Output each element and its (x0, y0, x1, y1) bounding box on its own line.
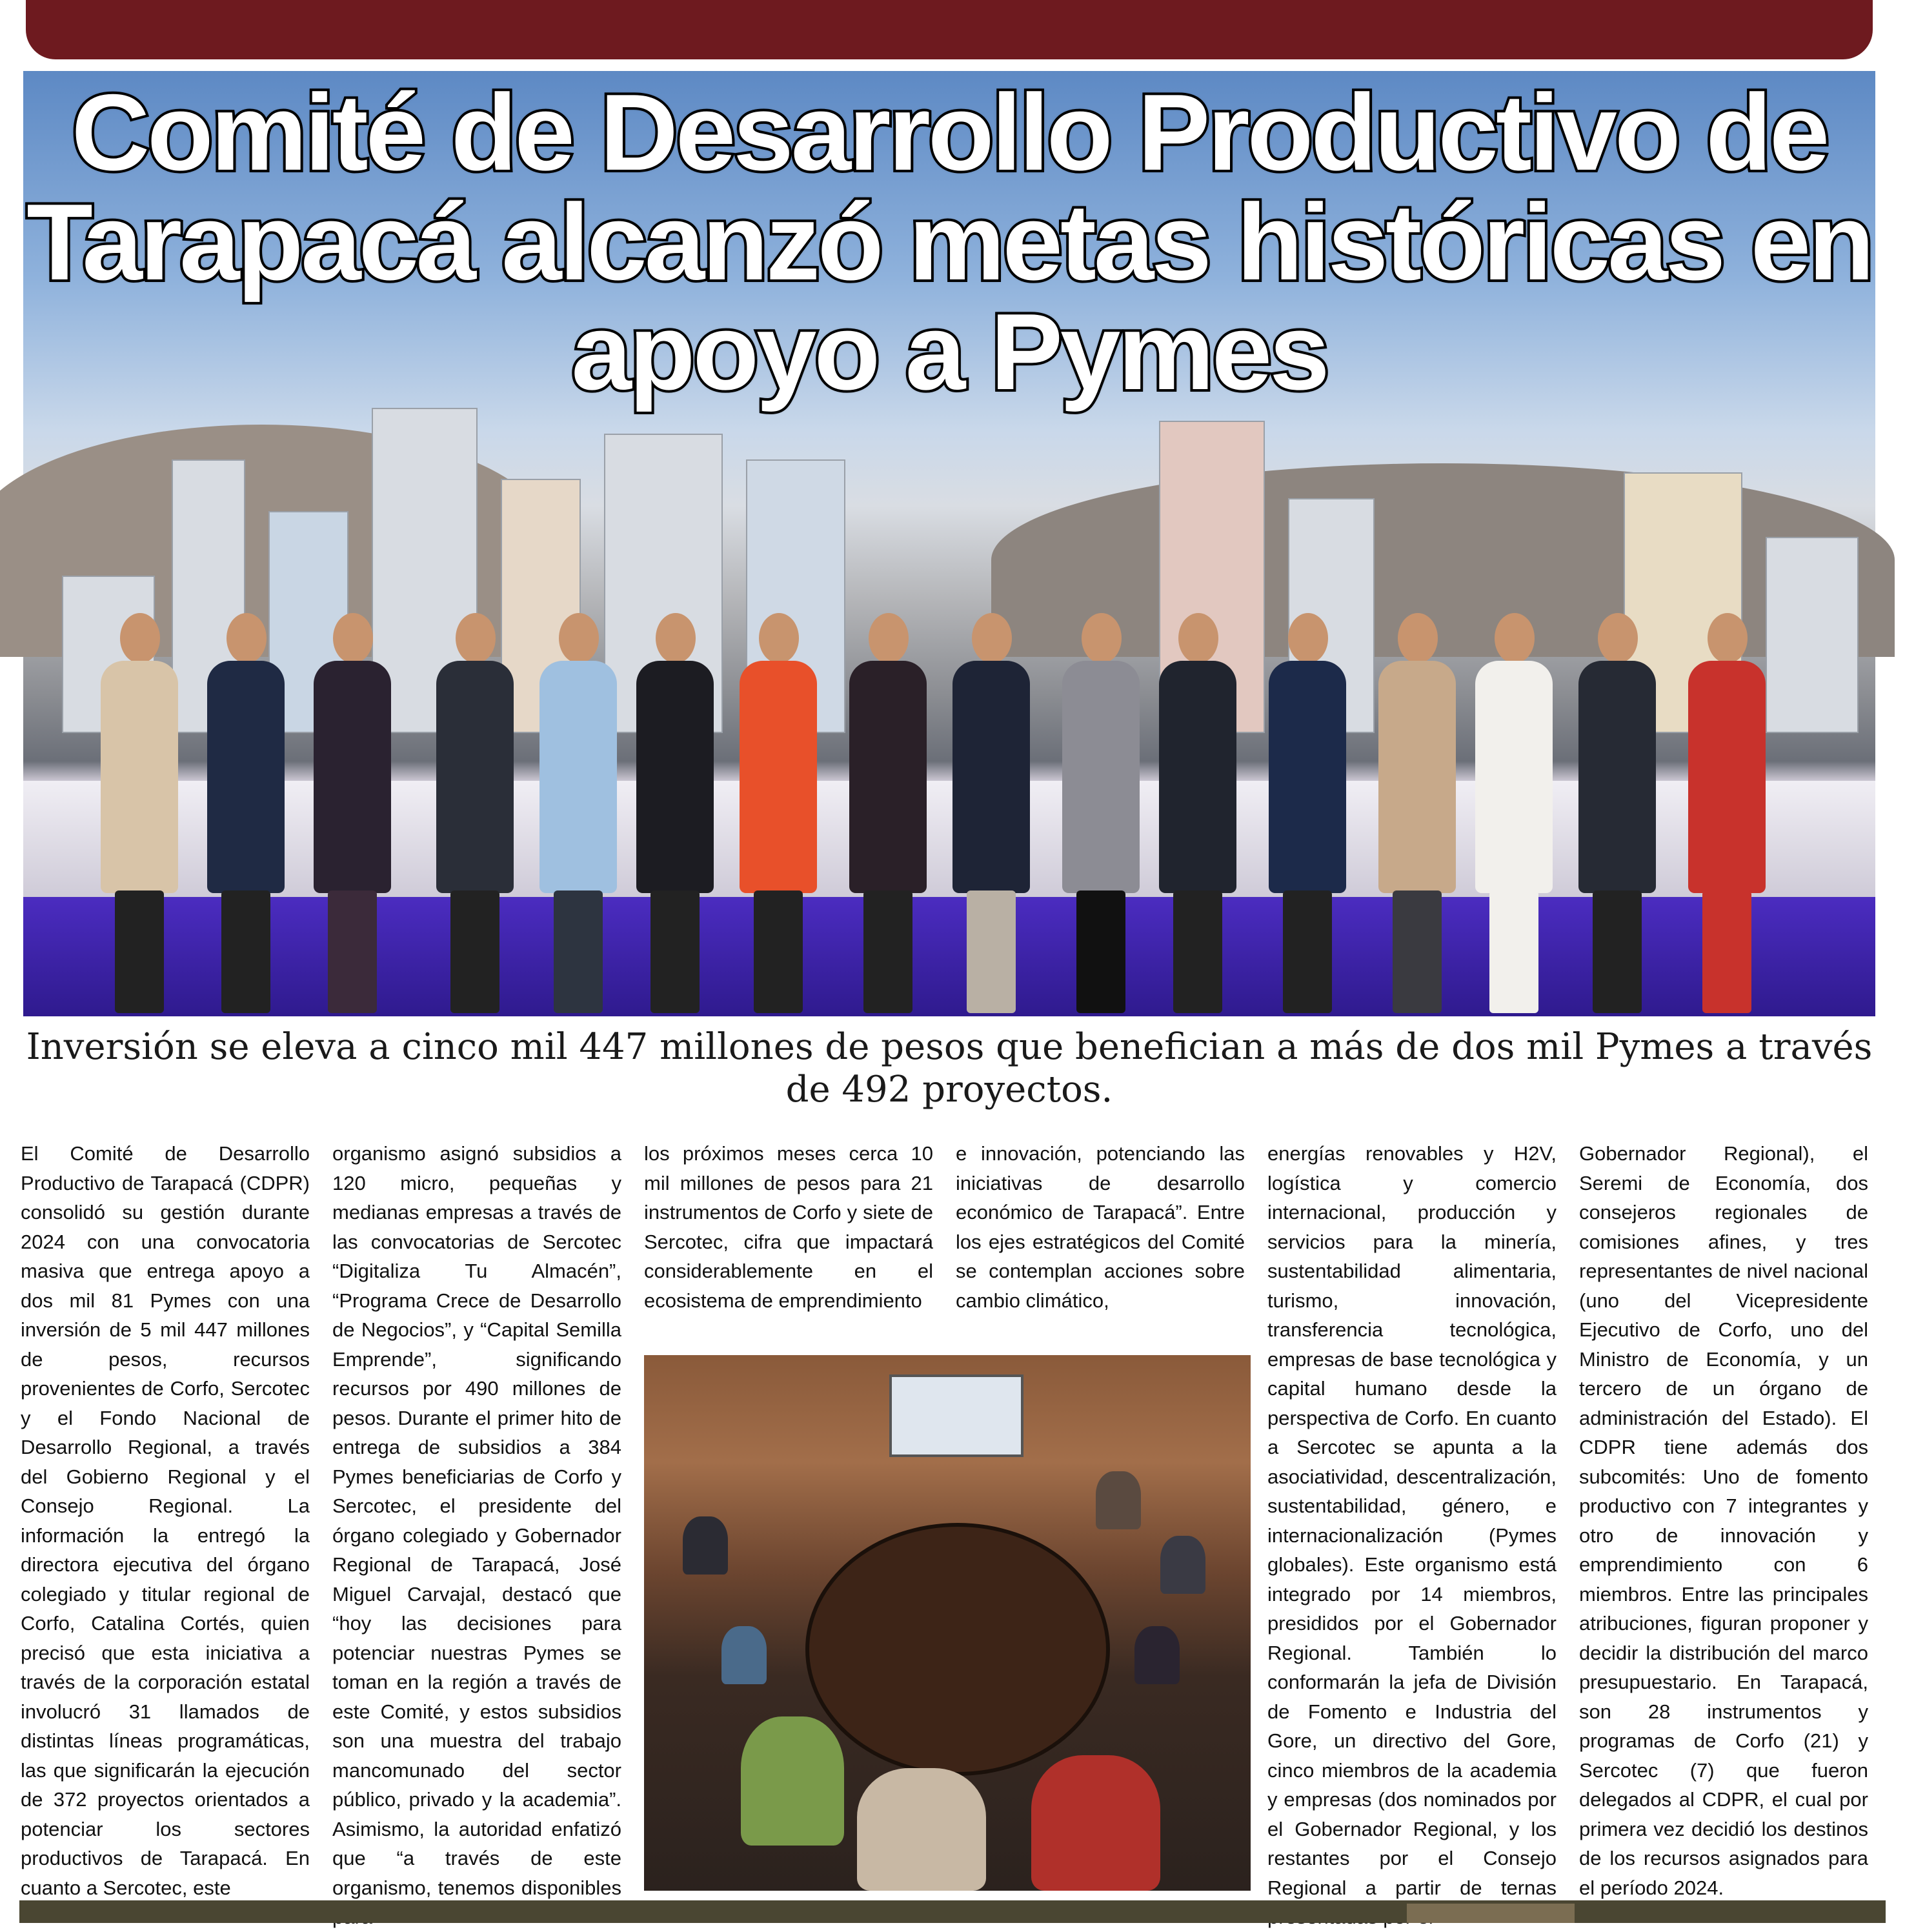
column-text: los próximos meses cerca 10 mil millones de pesos para 21 instrumentos de Corfo y siete de Sercotec, cifra que impactará considerablemente en el ecosistema de emprendimiento (644, 1142, 933, 1312)
meeting-table (805, 1523, 1110, 1776)
seated-person (1096, 1471, 1141, 1529)
column-text: El Comité de Desarrollo Productivo de Tarapacá (CDPR) consolidó su gestión durante 2024 con una convocatoria masiva que entrega apoyo a dos mil 81 Pymes con una inversión de 5 mil 447 millones de pesos, recursos provenientes de Corfo, Sercotec y el Fondo Nacional de Desarrollo Regional, a través del Gobierno Regional y el Consejo Regional. La información la entregó la directora ejecutiva del órgano colegiado y titular regional de Corfo, Catalina Cortés, quien precisó que esta iniciativa a través de la corporación estatal involucró 31 llamados de distintas líneas programáticas, las que significarán la ejecución de 372 proyectos orientados a potenciar los sectores productivos de Tarapacá. En cuanto a Sercotec, este (21, 1142, 310, 1899)
person-figure (1378, 613, 1456, 1013)
column-text: energías renovables y H2V, logística y comercio internacional, producción y servicios para la minería, sustentabilidad alimentaria, turismo, innovación, transferencia tecnológica, empresas de base tecnológica y capital humano desde la perspectiva de Corfo. En cuanto a Sercotec se apunta a la asociatividad, descentralización, sustentabilidad, género, e internacionalización (Pymes globales). Este organismo está integrado por 14 miembros, presididos por el Gobernador Regional. También lo conformarán la jefa de División de Fomento e Industria del Gore, un directivo del Gore, cinco miembros de la academia y empresas (dos nominados por el Gobernador Regional, y los restantes por el Consejo Regional a partir de ternas (1267, 1142, 1557, 1899)
article-column-6 (1579, 1139, 1868, 1899)
person-figure (101, 613, 178, 1013)
person-figure (1269, 613, 1346, 1013)
article-column-3 (644, 1139, 933, 1345)
person-figure (849, 613, 927, 1013)
column-text: organismo asignó subsidios a 120 micro, pequeñas y medianas empresas a través de las convocatorias de Sercotec “Digitaliza Tu Almacén”, “Programa Crece de Desarrollo de Negocios”, y “Capital Semilla Emprende”, significando recursos por 490 millones de pesos. Durante el primer hito de entrega de subsidios a 384 Pymes beneficiarias de Corfo y Sercotec, el presidente del órgano colegiado y Gobernador Regional de Tarapacá, José Miguel Carvajal, destacó que “hoy las decisiones para potenciar nuestras Pymes se toman en la región a través de este Comité, y estos subsidios son una muestra del trabajo mancomunado del sector público, privado y la academia”. Asimismo, la autoridad enfatizó que “a través de este organismo, tenemos disponibles (332, 1142, 621, 1899)
person-figure (1688, 613, 1766, 1013)
person-figure (1159, 613, 1236, 1013)
article-column-5 (1267, 1139, 1557, 1899)
person-figure (636, 613, 714, 1013)
article-column-1 (21, 1139, 310, 1899)
person-figure (1062, 613, 1140, 1013)
person-figure (539, 613, 617, 1013)
header-banner (26, 0, 1873, 59)
article-column-4 (956, 1139, 1245, 1345)
seated-person (741, 1716, 844, 1846)
meeting-photo (644, 1355, 1251, 1891)
footer-accent (1407, 1904, 1575, 1923)
person-figure (1578, 613, 1656, 1013)
seated-person (1031, 1755, 1160, 1891)
person-figure (740, 613, 817, 1013)
seated-person (683, 1516, 728, 1575)
subtitle: Inversión se eleva a cinco mil 447 millones de pesos que benefician a más de dos mil Pymes a través de 492 proyectos. (26, 1026, 1873, 1111)
person-figure (953, 613, 1030, 1013)
seated-person (721, 1626, 767, 1684)
column-text: Gobernador Regional), el Seremi de Economía, dos consejeros regionales de comisiones afines, y tres representantes de nivel nacional (uno del Vicepresidente Ejecutivo de Corfo, uno del Ministro de Economía, y un tercero de un órgano de administración del Estado). El CDPR tiene además dos subcomités: Uno de fomento productivo con 7 integrantes y otro de innovación y emprendimiento con 6 miembros. Entre las principales atribuciones, figuran proponer y decidir la distribución del marco presupuestario. En Tarapacá, son 28 instrumentos y programas de Corfo (21) y Sercotec (7) que fueron delegados al CDPR, el cual por primera vez decidió los destinos de los recursos asignados para el período 2024. (1579, 1142, 1868, 1899)
person-figure (436, 613, 514, 1013)
projector-screen (889, 1374, 1023, 1457)
seated-person (857, 1768, 986, 1891)
person-figure (207, 613, 285, 1013)
column-text: e innovación, potenciando las iniciativas de desarrollo económico de Tarapacá”. Entre los ejes estratégicos del Comité se contemplan acciones sobre cambio climático, (956, 1142, 1245, 1312)
footer-strip (19, 1900, 1886, 1923)
headline: Comité de Desarrollo Productivo de Tarapacá alcanzó metas históricas en apoyo a Pymes (26, 72, 1872, 412)
seated-person (1134, 1626, 1180, 1684)
building-shape (1766, 537, 1859, 733)
person-figure (1475, 613, 1553, 1013)
seated-person (1160, 1536, 1205, 1594)
article-column-2 (332, 1139, 621, 1899)
person-figure (314, 613, 391, 1013)
